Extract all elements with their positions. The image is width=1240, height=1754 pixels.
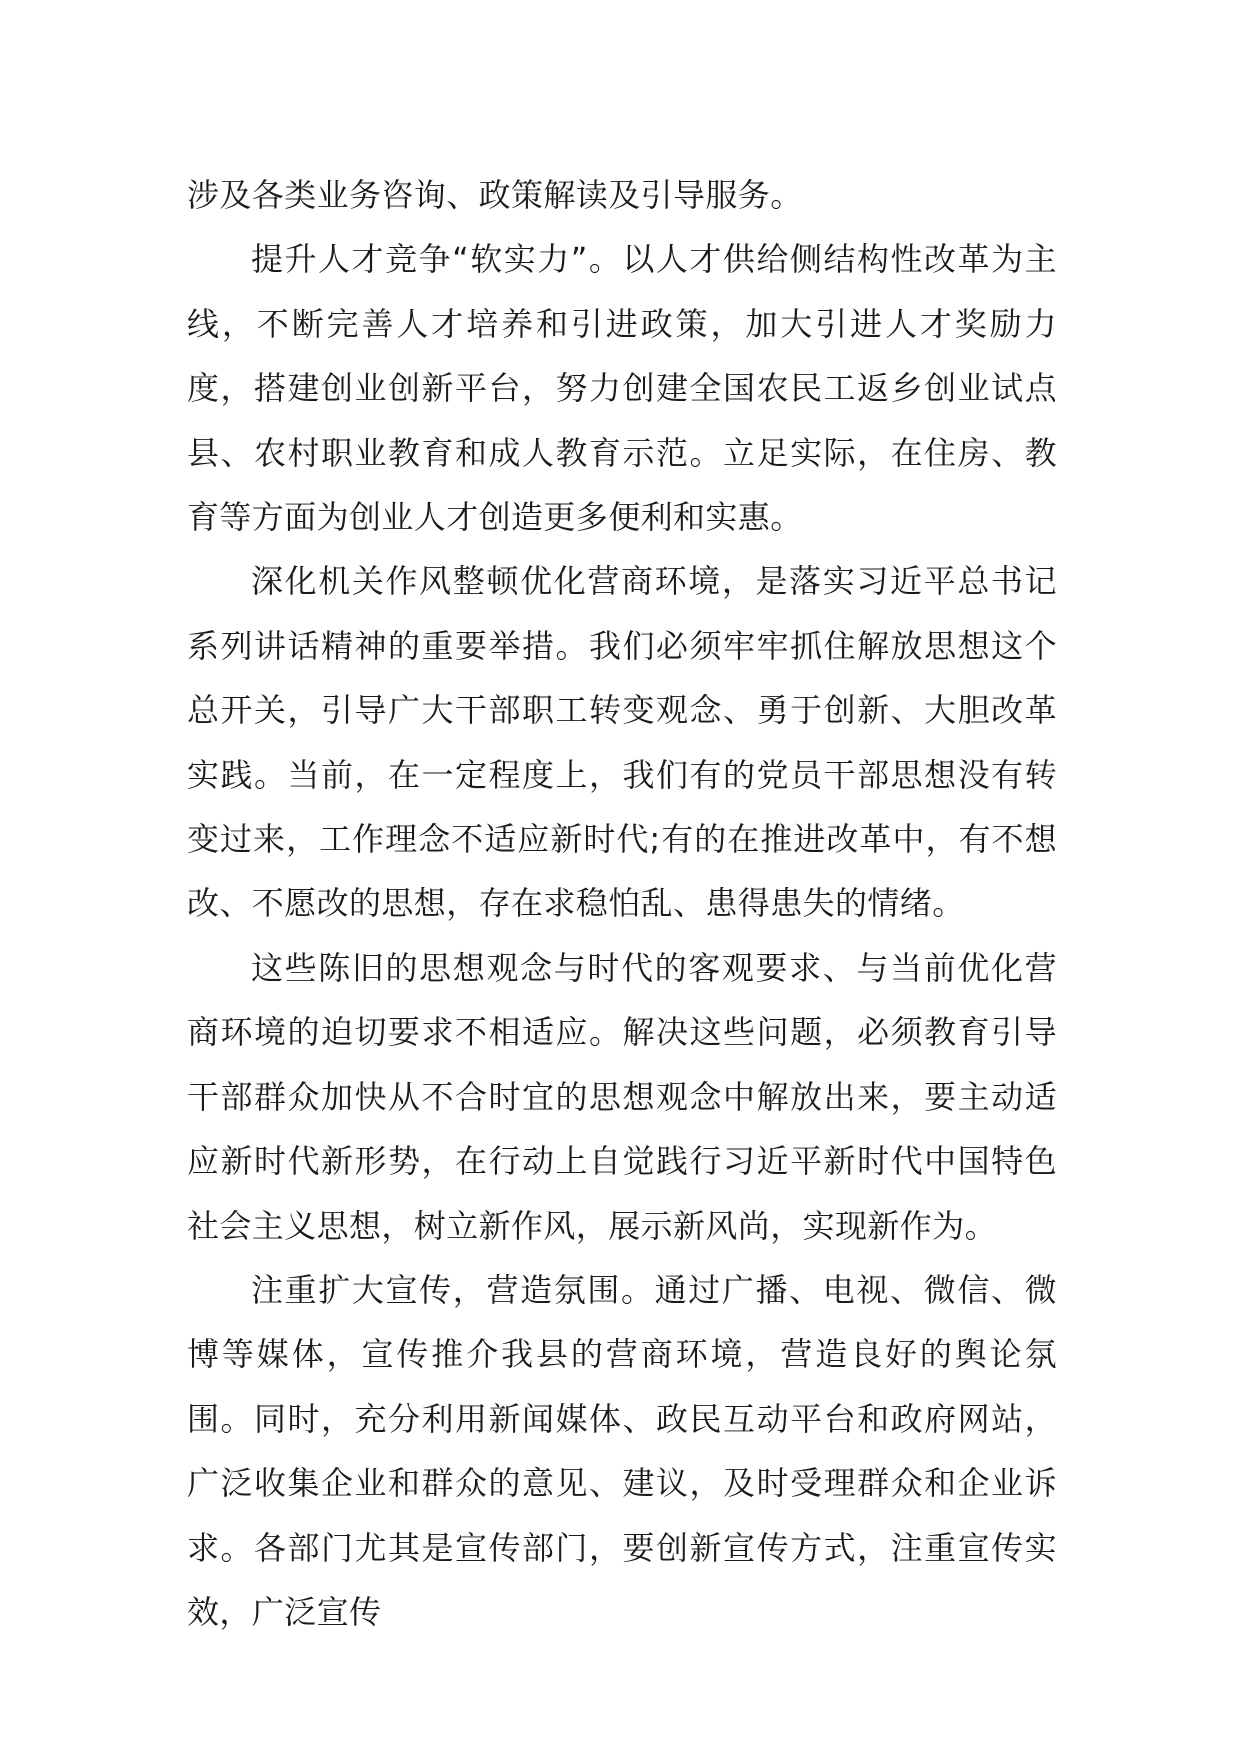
paragraph-work-style-rectification: 深化机关作风整顿优化营商环境，是落实习近平总书记系列讲话精神的重要举措。我们必须牢牢抓住解放思想这个总开关，引导广大干部职工转变观念、勇于创新、大胆改革实践。当前，在一定程度上，我们有的党员干部思想没有转变过来，工作理念不适应新时代;有的在推进改革中，有不想改、不愿改的思想，存在求稳怕乱、患得患失的情绪。 xyxy=(187,562,1057,923)
paragraph-continuation: 涉及各类业务咨询、政策解读及引导服务。 xyxy=(187,176,803,214)
paragraph-publicity: 注重扩大宣传，营造氛围。通过广播、电视、微信、微博等媒体，宣传推介我县的营商环境，营造良好的舆论氛围。同时，充分利用新闻媒体、政民互动平台和政府网站，广泛收集企业和群众的意见、建议，及时受理群众和企业诉求。各部门尤其是宣传部门，要创新宣传方式，注重宣传实效，广泛宣传 xyxy=(187,1270,1057,1631)
paragraph-outdated-thinking: 这些陈旧的思想观念与时代的客观要求、与当前优化营商环境的迫切要求不相适应。解决这些问题，必须教育引导干部群众加快从不合时宜的思想观念中解放出来，要主动适应新时代新形势，在行动上自觉践行习近平新时代中国特色社会主义思想，树立新作风，展示新风尚，实现新作为。 xyxy=(187,948,1057,1245)
document-body xyxy=(187,163,1057,1644)
paragraph-talent-competition: 提升人才竞争“软实力”。以人才供给侧结构性改革为主线，不断完善人才培养和引进政策，加大引进人才奖励力度，搭建创业创新平台，努力创建全国农民工返乡创业试点县、农村职业教育和成人教育示范。立足实际，在住房、教育等方面为创业人才创造更多便利和实惠。 xyxy=(187,240,1057,537)
